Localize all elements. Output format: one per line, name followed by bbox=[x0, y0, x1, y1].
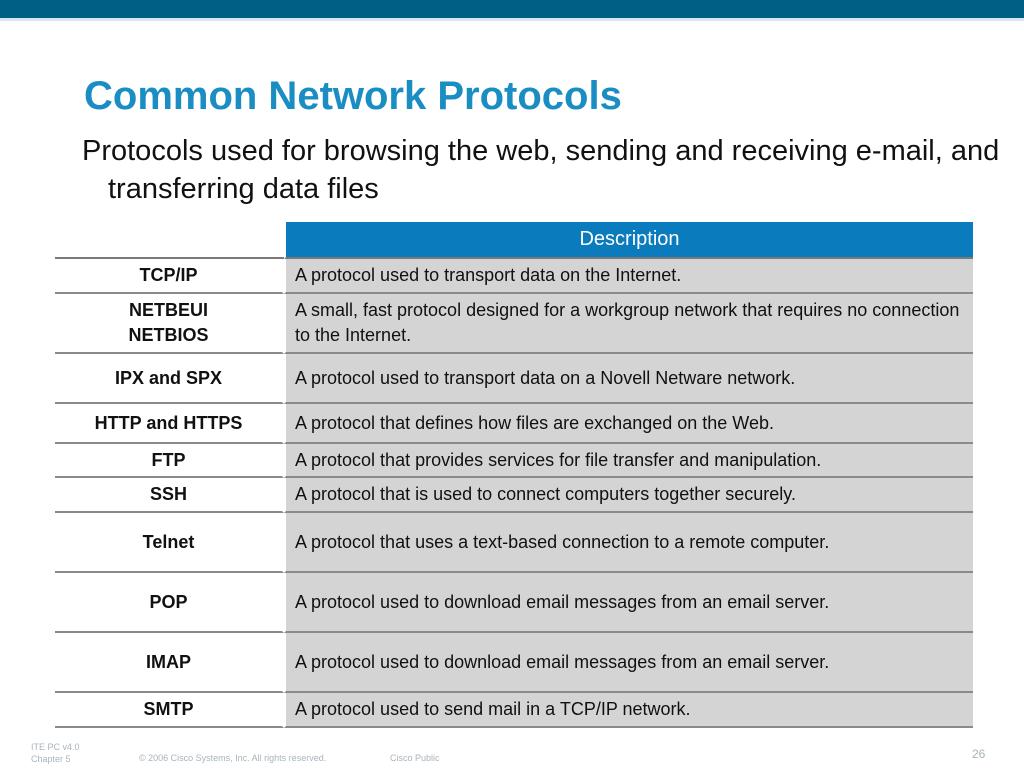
footer-course-info bbox=[31, 741, 80, 765]
protocols-table bbox=[55, 222, 973, 728]
top-banner-divider bbox=[0, 18, 1024, 21]
protocol-name: TCP/IP bbox=[55, 259, 284, 294]
protocol-column-header bbox=[55, 222, 284, 259]
protocol-description: A small, fast protocol designed for a workgroup network that requires no connection to the Internet. bbox=[284, 294, 973, 354]
slide-subtitle: Protocols used for browsing the web, sending and receiving e-mail, and transferring data files bbox=[82, 135, 1000, 205]
table-row bbox=[55, 478, 973, 513]
footer-copyright: © 2006 Cisco Systems, Inc. All rights reserved. bbox=[139, 753, 327, 763]
table-row bbox=[55, 354, 973, 404]
slide-title: Common Network Protocols bbox=[84, 74, 622, 118]
protocol-description: A protocol that provides services for file transfer and manipulation. bbox=[284, 444, 973, 478]
protocol-description: A protocol used to download email messages from an email server. bbox=[284, 633, 973, 693]
protocol-description: A protocol that is used to connect computers together securely. bbox=[284, 478, 973, 513]
table-row bbox=[55, 444, 973, 478]
protocol-name: FTP bbox=[55, 444, 284, 478]
protocol-name: SMTP bbox=[55, 693, 284, 728]
protocol-description: A protocol used to download email messages from an email server. bbox=[284, 573, 973, 633]
protocol-description: A protocol used to send mail in a TCP/IP network. bbox=[284, 693, 973, 728]
protocol-name: IMAP bbox=[55, 633, 284, 693]
footer-classification: Cisco Public bbox=[390, 753, 440, 763]
protocol-description: A protocol that defines how files are exchanged on the Web. bbox=[284, 404, 973, 444]
footer-course: ITE PC v4.0 bbox=[31, 742, 80, 752]
protocol-name: IPX and SPX bbox=[55, 354, 284, 404]
protocol-description: A protocol that uses a text-based connection to a remote computer. bbox=[284, 513, 973, 573]
table-row bbox=[55, 404, 973, 444]
protocol-description: A protocol used to transport data on the Internet. bbox=[284, 259, 973, 294]
top-banner bbox=[0, 0, 1024, 18]
protocol-name: Telnet bbox=[55, 513, 284, 573]
table-header-row bbox=[55, 222, 973, 259]
footer-chapter: Chapter 5 bbox=[31, 754, 71, 764]
table-row bbox=[55, 294, 973, 354]
table-row bbox=[55, 693, 973, 728]
protocol-name: HTTP and HTTPS bbox=[55, 404, 284, 444]
table-row bbox=[55, 573, 973, 633]
protocol-name: POP bbox=[55, 573, 284, 633]
page-number: 26 bbox=[972, 747, 986, 761]
protocol-name: SSH bbox=[55, 478, 284, 513]
table-row bbox=[55, 513, 973, 573]
protocol-description: A protocol used to transport data on a Novell Netware network. bbox=[284, 354, 973, 404]
description-column-header: Description bbox=[284, 222, 973, 259]
table-row bbox=[55, 259, 973, 294]
protocol-name: NETBEUI NETBIOS bbox=[55, 294, 284, 354]
table-row bbox=[55, 633, 973, 693]
